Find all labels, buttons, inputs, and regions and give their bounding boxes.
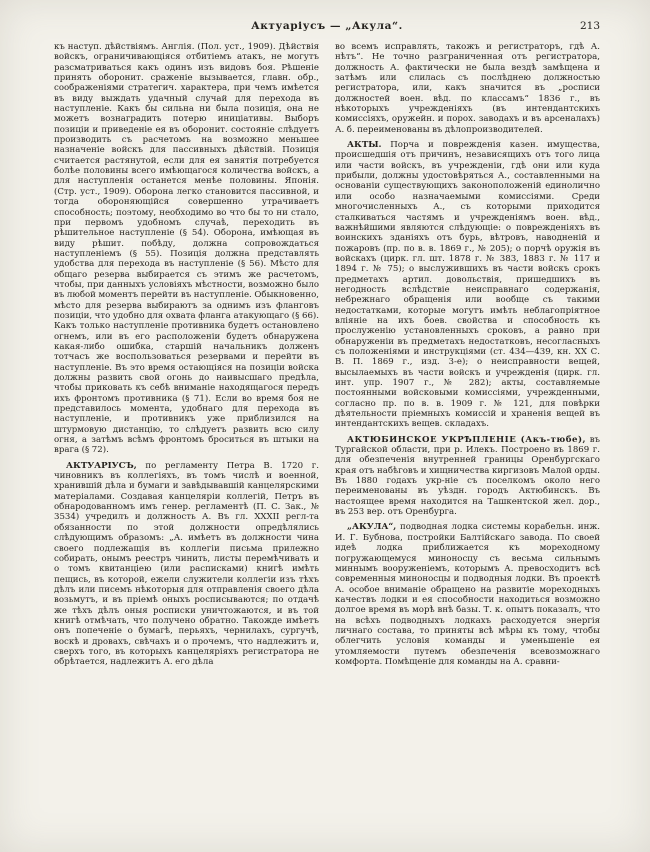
right-column bbox=[335, 42, 600, 830]
paragraph-text: Порча и поврежденія казен. имущества, происшедшія отъ причинъ, независящихъ отъ того лица или части войскъ, въ учрежденіи, гдѣ они или куда прибыли, должны удостовѣряться А., составленными на основаніи существующихъ законоположеній единолично или особо назначаемыми комиссіями. Среди многочисленныхъ А., съ которыми приходится сталкиваться частямъ и учрежденіямъ воен. вѣд., важнѣйшими являются слѣдующіе: о поврежденіяхъ въ воинскихъ зданіяхъ отъ бурь, вѣтровъ, наводненій и пожаровъ (пр. по в. в. 1869 г., № 205); о порчѣ оружія въ войскахъ (цирк. гл. шт. 1878 г. № 383, 1883 г. № 117 и 1894 г. № 75); о выслужившихъ въ части войскъ срокъ предметахъ артил. довольствія, пришедшихъ въ негодность вслѣдствіе неисправнаго содержанія, небрежнаго обращенія или вообще съ такими недостатками, которые могутъ имѣть неблагопріятное вліяніе на ихъ боев. свойства и способность къ прослуженію установленныхъ сроковъ, а равно при обнаруженіи въ предметахъ недостатковъ, несогласныхъ съ положеніями и инструкціями (ст. 434—439, кн. XX С. В. П. 1869 г., изд. 3-е); о неисправности вещей, высылаемыхъ въ части войскъ и учрежденія (цирк. гл. инт. упр. 1907 г., № 282); акты, составляемые постоянными войсковыми комиссіями, учрежденными, согласно пр. по в. в. 1909 г. № 121, для повѣрки дѣятельности пріемныхъ комиссій и храненія вещей въ интендантскихъ вещев. складахъ. bbox=[335, 140, 600, 430]
entry-heading: АКТЫ. bbox=[347, 140, 382, 151]
paragraph-text: подводная лодка системы корабельн. инж. И. Г. Бубнова, постройки Балтійскаго завода. По своей идеѣ лодка приближается къ мореходному погружающемуся миноносцу съ весьма сильнымъ миннымъ вооруженіемъ, которымъ А. превосходитъ всѣ современныя миноносцы и подводныя лодки. Въ проектѣ А. особое вниманіе обращено на развитіе мореходныхъ качествъ лодки и ея способности находиться возможно долгое время въ морѣ внѣ базы. Т. к. опытъ показалъ, что на всѣхъ подводныхъ лодкахъ расходуется энергія личнаго состава, то приняты всѣ мѣры къ тому, чтобы облегчить условія команды и уменьшеніе ея утомляемости путемъ обезпеченія всевозможнаго комфорта. Помѣщеніе для команды на А. сравни- bbox=[335, 522, 600, 667]
article-akula bbox=[335, 522, 600, 667]
article-aktuarius bbox=[54, 461, 319, 668]
page-number: 213 bbox=[579, 20, 600, 32]
running-title: Актуаріусъ — „Акула“. bbox=[251, 20, 403, 32]
entry-heading: „АКУЛА“, bbox=[347, 522, 397, 533]
article-aktyubinskoe-ukreplenie bbox=[335, 435, 600, 518]
paragraph-text: къ наступ. дѣйствіямъ. Англія. (Пол. уст., 1909). Дѣйствія войскъ, ограничивающіяся отбитіемъ атакъ, не могутъ разсматриваться какъ одинъ изъ видовъ боя. Рѣшеніе принять оборонит. сраженіе вызывается, главн. обр., соображеніями стратегич. характера, при чемъ имѣется въ виду выждать удачный случай для перехода въ наступленіе. Какъ бы сильна ни была позиція, она не можетъ вознаградить потерю иниціативы. Выборъ позиціи и приведеніе ея въ оборонит. состояніе слѣдуетъ производить съ расчетомъ на возможно меньшее назначеніе войскъ для пассивныхъ дѣйствій. Позиція считается растянутой, если для ея занятія потребуется болѣе половины всего имѣющагося количества войскъ, а для наступленія останется менѣе половины. Японія. (Стр. уст., 1909). Оборона легко становится пассивной, и тогда обороняющійся совершенно утрачиваетъ способность; поэтому, необходимо во что бы то ни стало, при первомъ удобномъ случаѣ, переходить въ рѣшительное наступленіе (§ 54). Оборона, имѣющая въ виду рѣшит. побѣду, должна сопровождаться наступленіемъ (§ 55). Позиція должна представлять удобства для перехода въ наступленіе (§ 56). Мѣсто для общаго резерва выбирается съ этимъ же расчетомъ, чтобы, при данныхъ условіяхъ мѣстности, возможно было въ любой моментъ перейти въ наступленіе. Обыкновенно, мѣсто для резерва выбираютъ за однимъ изъ фланговъ позиціи, что удобно для охвата фланга атакующаго (§ 66). Какъ только наступленіе противника будетъ остановлено огнемъ, или въ его расположеніи будетъ обнаружена какая-либо ошибка, старшій начальникъ долженъ тотчасъ же воспользоваться резервами и перейти въ наступленіе. Въ это время остающіяся на позиціи войска должны развить свой огонь до наивысшаго предѣла, чтобы приковать къ себѣ вниманіе находящагося передъ ихъ фронтомъ противника (§ 71). Если во время боя не представилось момента, удобнаго для перехода въ наступленіе, и противникъ уже приблизился на штурмовую дистанцію, то слѣдуетъ развить всю силу огня, а затѣмъ всѣмъ фронтомъ броситься въ штыки на врага (§ 72). bbox=[54, 42, 319, 456]
article-akty bbox=[335, 140, 600, 430]
text-columns bbox=[54, 42, 600, 830]
left-column bbox=[54, 42, 319, 830]
entry-heading: АКТУАРІУСЪ, bbox=[66, 460, 137, 471]
entry-heading: АКТЮБИНСКОЕ УКРѢПЛЕНІЕ (Акъ-тюбе), bbox=[347, 434, 587, 445]
paragraph-text: во всемъ исправлять, такожъ и регистраторъ, гдѣ А. нѣтъ“. Не точно разграниченная отъ регистратора, должность А. фактически не была вездѣ замѣщена и затѣмъ или слилась съ послѣднею должностью регистратора, или, какъ значится въ „росписи должностей воен. вѣд. по классамъ“ 1836 г., въ нѣкоторыхъ учрежденіяхъ (въ интендантскихъ комиссіяхъ, оружейн. и порох. заводахъ и въ арсеналахъ) А. б. переименованы въ дѣлопроизводителей. bbox=[335, 42, 600, 135]
paragraph-continuation bbox=[335, 42, 600, 135]
paragraph-continuation bbox=[54, 42, 319, 456]
paragraph-text: по регламенту Петра В. 1720 г. чиновникъ въ коллегіяхъ, въ томъ числѣ и военной, хранившій дѣла и бумаги и завѣдывавшій канцелярскими матеріалами. Создавая канцеляріи коллегій, Петръ въ обнародованномъ имъ генер. регламентѣ (П. С. Зак., № 3534) учредилъ и должность А. Въ гл. XXXII регл-та обязанности по этой должности опредѣлялись слѣдующимъ образомъ: „А. имѣетъ въ должности чина своего подлежащія въ коллегіи письма прилежно собирать, онымъ реестръ чинить, листы перемѣчивать и о томъ квитанціею (или расписками) книгѣ имѣть пещись, въ которой, ежели служители коллегіи изъ тѣхъ дѣлъ или писемъ нѣкоторыя для отправленія своего дѣла возьмутъ, и въ пріемѣ оныхъ росписываются; по отдачѣ же тѣхъ дѣлъ оныя росписки уничтожаются, и въ той книгѣ отмѣчать, что получено обратно. Такожде имѣетъ онъ попеченіе о бумагѣ, перьяхъ, чернилахъ, сургучѣ, воскѣ и дровахъ, свѣчахъ и о прочемъ, что надлежитъ и, сверхъ того, въ которыхъ канцеляріяхъ регистратора не обрѣтается, надлежитъ А. его дѣла bbox=[54, 460, 319, 668]
page-header bbox=[54, 20, 600, 32]
paragraph-text: въ Тургайской области, при р. Илекъ. Построено въ 1869 г. для обезпеченія внутренней границы Оренбургскаго края отъ набѣговъ и хищничества киргизовъ Малой орды. Въ 1880 годахъ укр-ніе съ поселкомъ около него переименованы въ уѣздн. городъ Актюбинскъ. Въ настоящее время находится на Ташкентской жел. дор., въ 253 вер. отъ Оренбурга. bbox=[335, 434, 600, 518]
